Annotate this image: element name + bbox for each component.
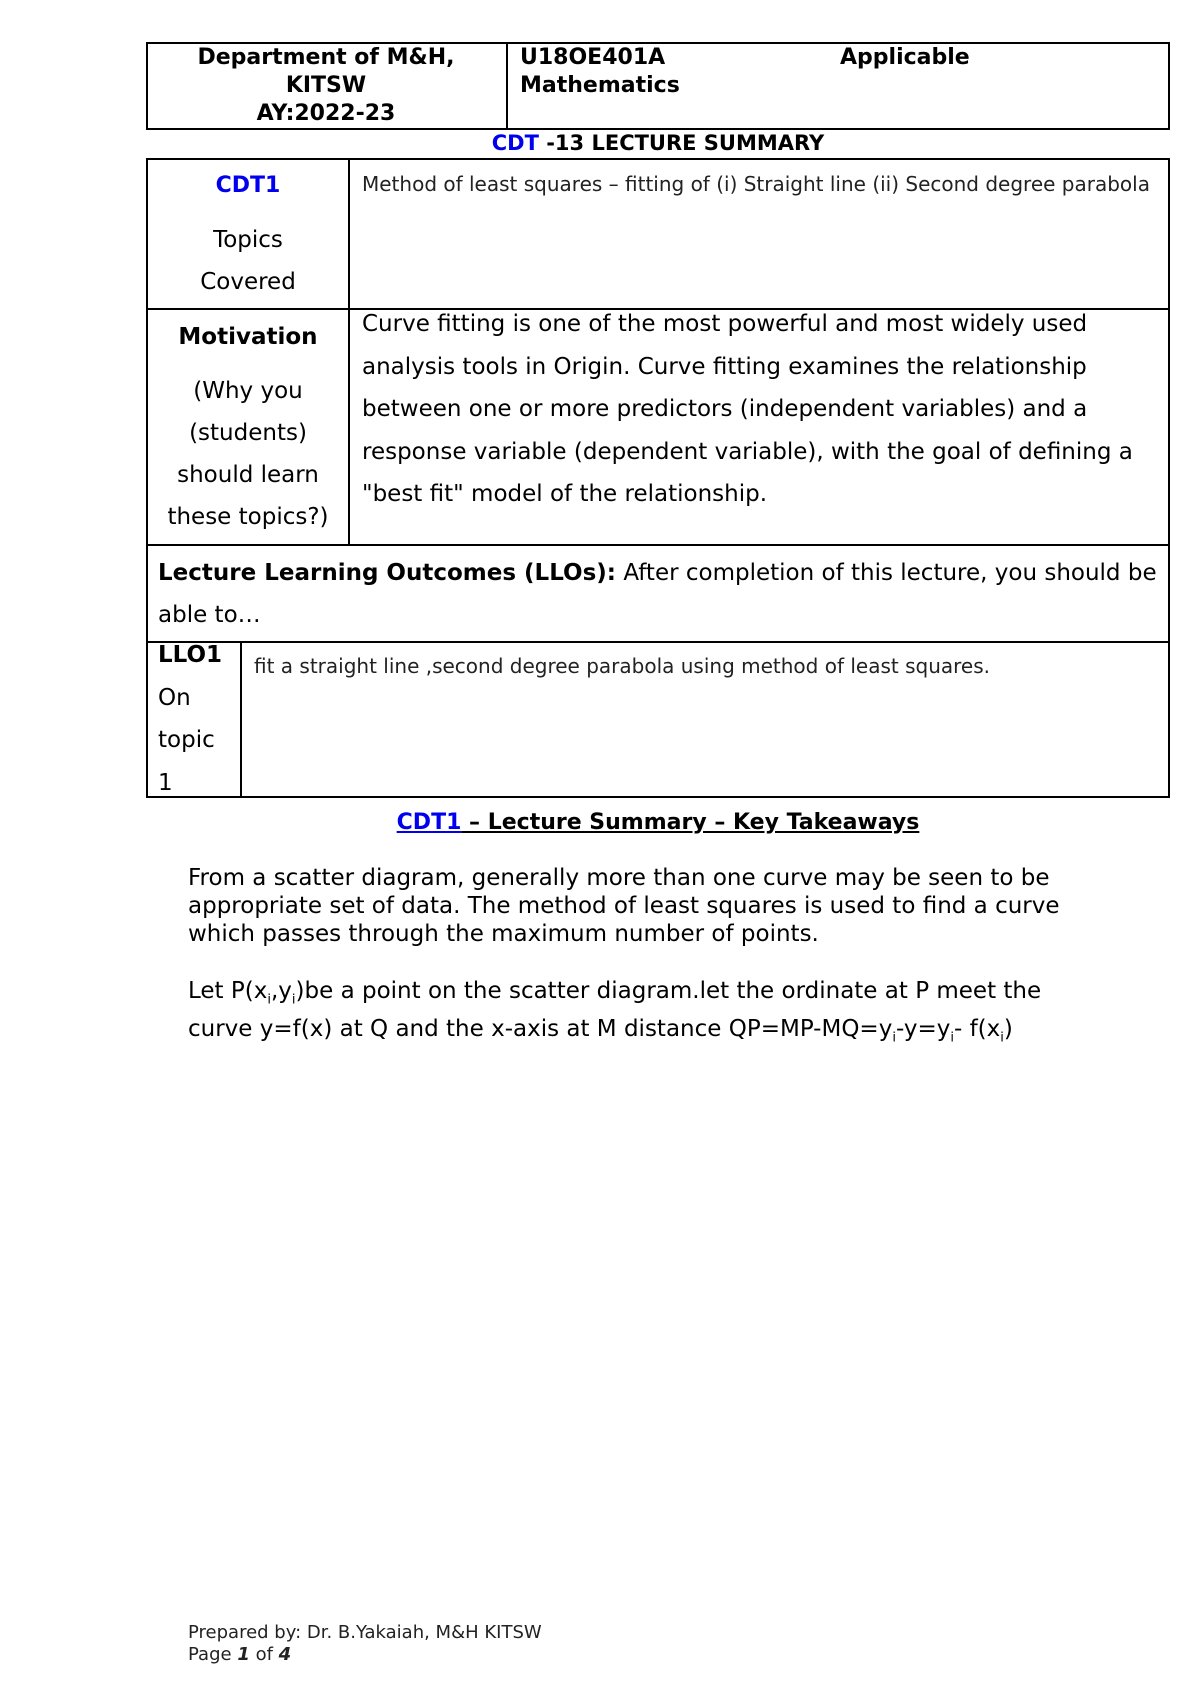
summary-heading-rest: – Lecture Summary – Key Takeaways <box>461 810 920 835</box>
footer-page-number <box>188 1644 291 1666</box>
title-rest: -13 LECTURE SUMMARY <box>538 131 825 155</box>
footer-of-word: of <box>249 1644 279 1665</box>
motivation-text: Curve fitting is one of the most powerful and most widely used analysis tools in Origin. Curve fitting examines the relationship between one or more predictors (independent variables) and a response variable (dependent variable), with the goal of defining a "best fit" model of the relationship. <box>362 311 1133 507</box>
llo1-on: On <box>158 684 191 711</box>
llo-intro-rest: After completion of this lecture, you should be able to… <box>158 560 1157 628</box>
motivation-sub1: (Why you <box>193 378 303 404</box>
academic-year: AY:2022-23 <box>256 101 396 126</box>
footer-page-total: 4 <box>278 1644 292 1665</box>
topics-text: Method of least squares – fitting of (i) Straight line (ii) Second degree parabola <box>362 172 1150 196</box>
p2-part-e: - <box>953 1015 963 1042</box>
p2-sub-1: i <box>267 992 271 1008</box>
llo1-text: fit a straight line ,second degree parabola using method of least squares. <box>254 654 991 678</box>
topics-label-line2: Covered <box>200 269 296 295</box>
course-cell <box>508 42 1170 130</box>
summary-cdt-link[interactable]: CDT1 <box>396 810 462 835</box>
course-title-word2: Mathematics <box>520 73 680 98</box>
llo1-topic: topic <box>158 727 215 753</box>
course-code: U18OE401A <box>520 45 666 70</box>
llo-intro <box>158 552 1158 636</box>
summary-heading <box>146 810 1170 835</box>
llo1-num: 1 <box>158 769 173 796</box>
summary-paragraph-2 <box>188 977 1088 1052</box>
p2-sub-3: i <box>892 1030 896 1046</box>
department-cell <box>146 42 508 130</box>
institute-name: KITSW <box>285 73 367 98</box>
motivation-heading: Motivation <box>178 324 318 350</box>
topics-label-line1: Topics <box>213 227 283 253</box>
footer-prepared-by: Prepared by: Dr. B.Yakaiah, M&H KITSW <box>188 1622 542 1643</box>
motivation-sub4: these topics?) <box>167 504 329 530</box>
footer-page-word: Page <box>188 1644 238 1665</box>
title-cdt: CDT <box>491 131 539 155</box>
topics-cdt-label: CDT1 <box>215 173 281 198</box>
course-title-word1: Applicable <box>840 45 970 70</box>
motivation-sub2: (students) <box>189 420 307 446</box>
p2-part-c: )be a point on the scatter diagram.let the ordinate at P meet the curve y=f(x) at Q and the x-axis at M distance QP=MP-MQ=y <box>188 978 1042 1042</box>
llo1-label <box>158 634 242 804</box>
topics-label <box>146 165 350 303</box>
motivation-sub3: should learn <box>177 462 319 488</box>
p2-part-a: Let P(x <box>188 978 268 1004</box>
footer-page-current: 1 <box>237 1644 250 1665</box>
p2-sub-2: i <box>291 992 296 1008</box>
department-name: Department of M&H, <box>197 45 455 70</box>
p2-part-b: ,y <box>270 978 292 1004</box>
p2-part-d: -y=y <box>895 1015 951 1042</box>
summary-paragraph-1: From a scatter diagram, generally more than one curve may be seen to be appropriate set of data. The method of least squares is used to find a curve which passes through the maximum number of points. <box>188 865 1060 947</box>
p2-sub-4: i <box>950 1030 954 1046</box>
p2-part-f: f(x <box>969 1015 1001 1042</box>
p2-sub-5: i <box>1000 1030 1004 1046</box>
llo-intro-bold: Lecture Learning Outcomes (LLOs): <box>158 560 617 586</box>
page-title <box>146 130 1170 156</box>
llo1-code: LLO1 <box>158 642 223 668</box>
p2-part-g: ) <box>1003 1015 1013 1042</box>
motivation-label <box>146 316 350 538</box>
